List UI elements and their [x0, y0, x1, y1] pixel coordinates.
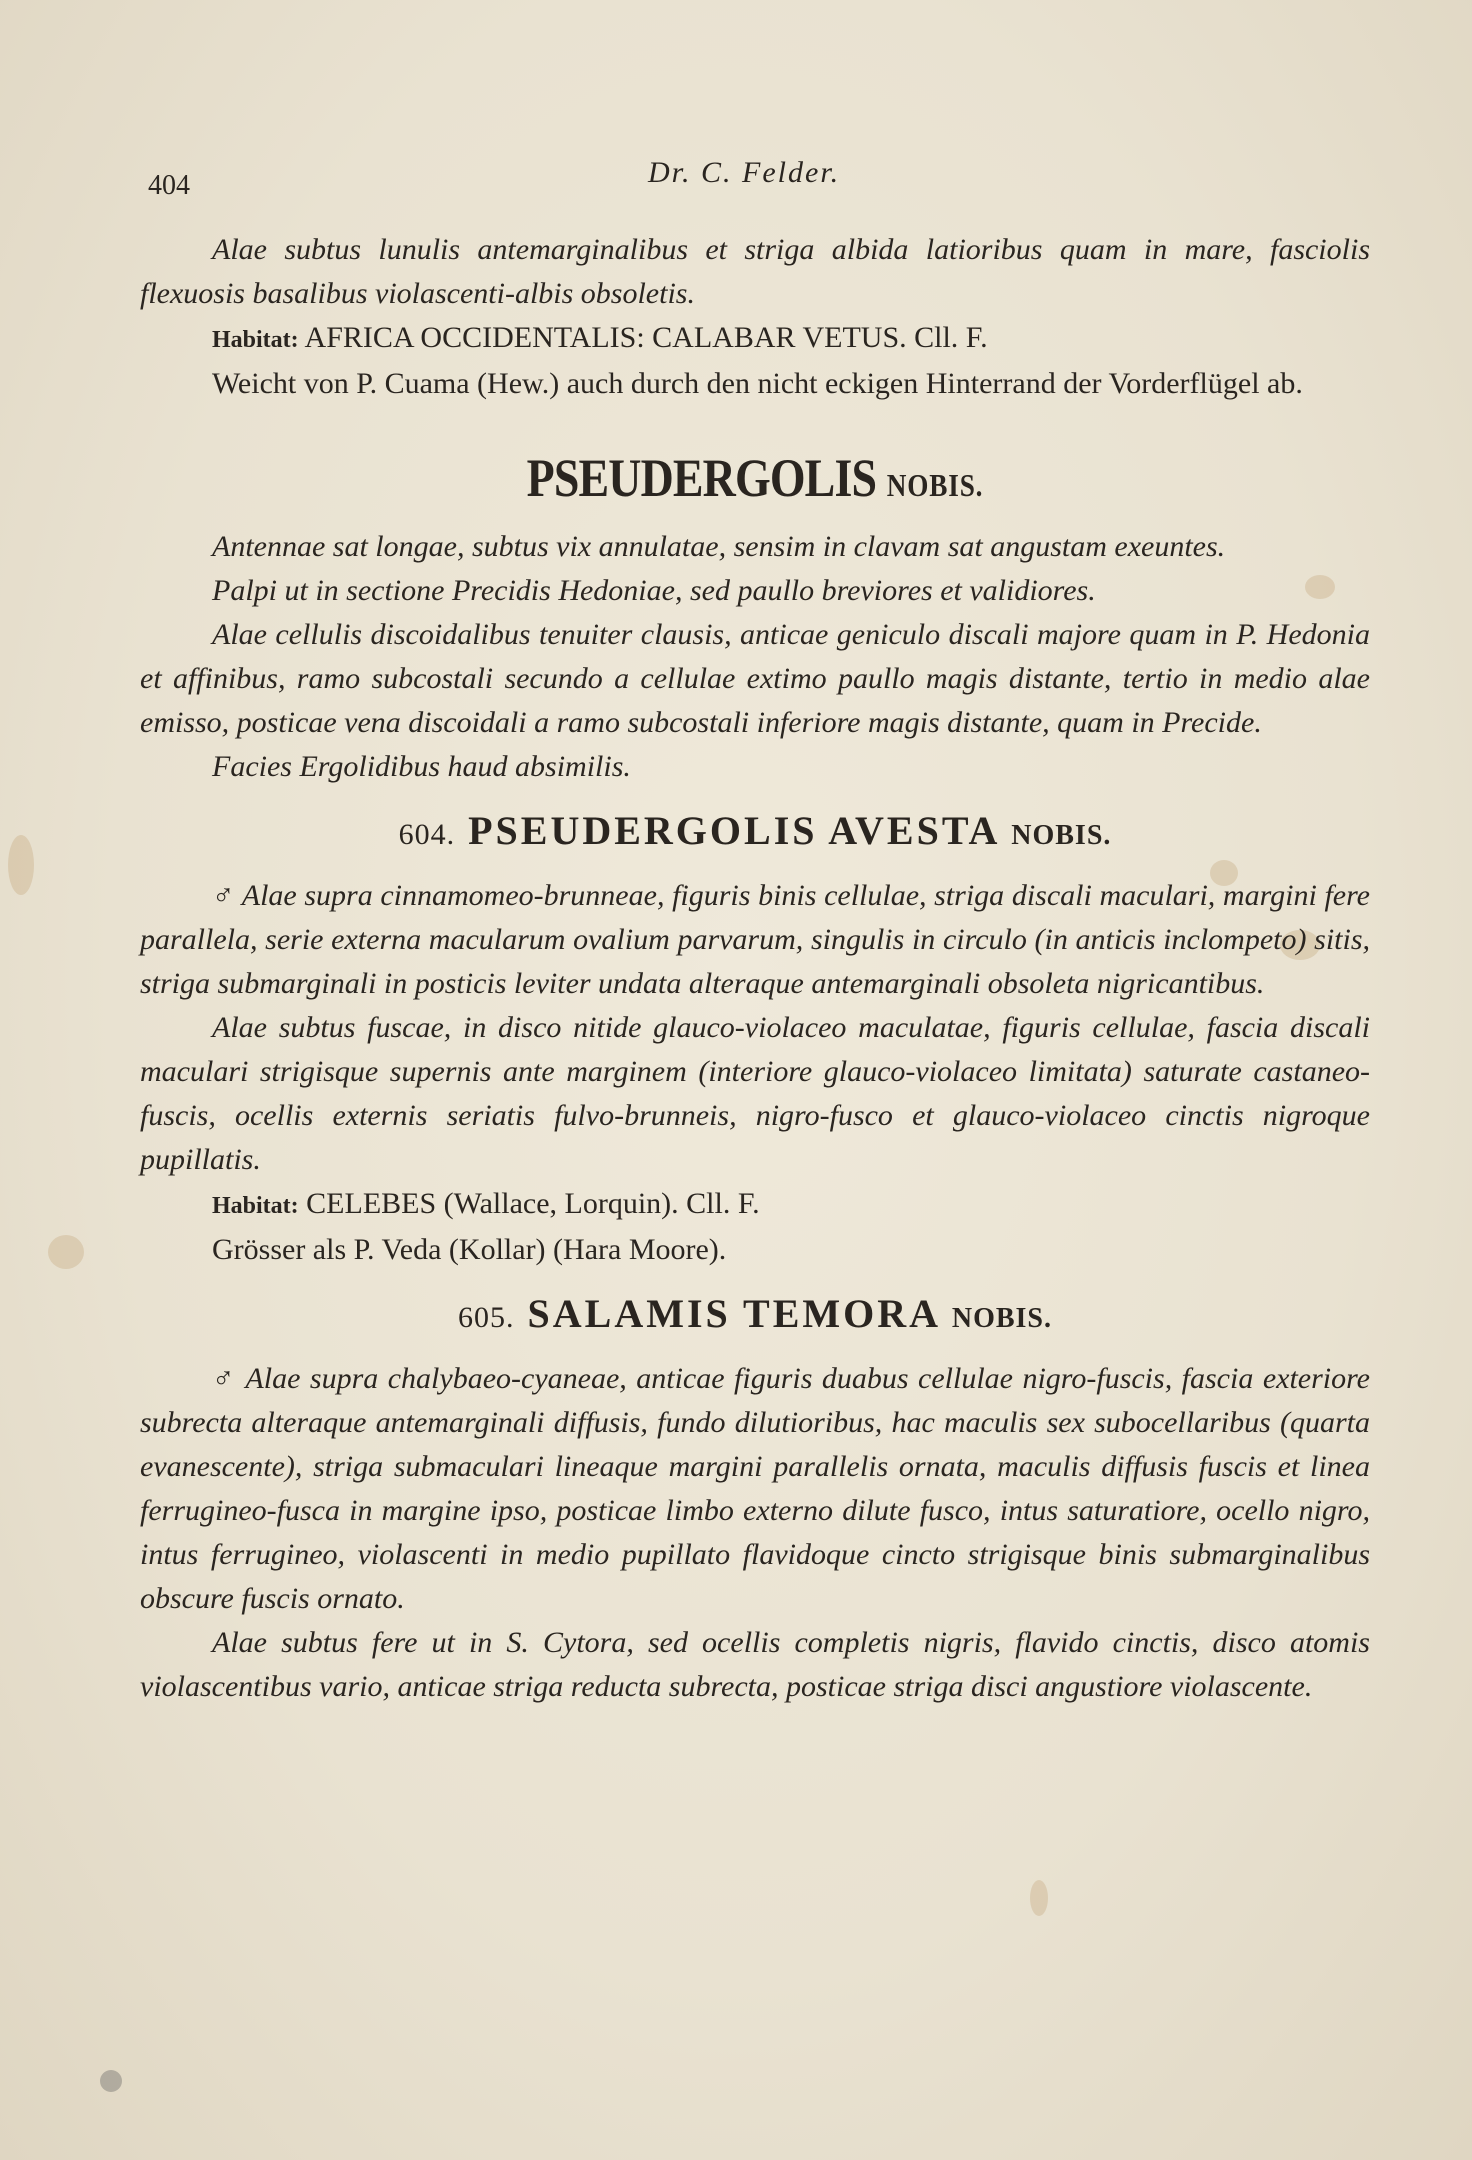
species-number: 605.: [458, 1301, 515, 1334]
paragraph: Palpi ut in sectione Precidis Hedoniae, sed paullo breviores et validiores.: [212, 574, 1096, 607]
habitat-label: Habitat:: [212, 327, 299, 353]
habitat-line: [140, 1182, 1370, 1228]
page-header: [148, 150, 1372, 200]
habitat-line: [140, 316, 1370, 362]
habitat-text: CELEBES (Wallace, Lorquin). Cll. F.: [306, 1187, 760, 1220]
paragraph: Facies Ergolidibus haud absimilis.: [212, 750, 631, 783]
paragraph: Weicht von P. Cuama (Hew.) auch durch den nicht eckigen Hinterrand der Vorderflügel ab.: [212, 367, 1303, 400]
genus-author: NOBIS.: [886, 467, 984, 503]
genus-heading: [232, 446, 1278, 517]
foxing-stain: [48, 1235, 84, 1269]
species-name: PSEUDERGOLIS AVESTA: [468, 808, 999, 853]
paragraph: Alae subtus lunulis antemarginalibus et striga albida latioribus quam in mare, fasciolis flexuosis basalibus violascenti-albis obsoletis.: [140, 233, 1370, 310]
species-author: NOBIS.: [1011, 820, 1112, 851]
paragraph: Alae subtus fere ut in S. Cytora, sed ocellis completis nigris, flavido cinctis, disco atomis violascentibus vario, anticae striga reducta subrecta, posticae striga disci angustiore violascente.: [140, 1626, 1370, 1703]
species-heading: [140, 803, 1370, 864]
foxing-stain: [8, 835, 34, 895]
running-head: Dr. C. Felder.: [648, 156, 841, 189]
paragraph: Alae subtus fuscae, in disco nitide glauco-violaceo maculatae, figuris cellulae, fascia discali maculari strigisque supernis ante marginem (interiore glauco-violaceo limitata) saturate castaneo-fuscis, ocellis externis seriatis fulvo-brunneis, nigro-fusco et glauco-violaceo cinctis nigroque pupillatis.: [140, 1011, 1370, 1176]
page-number: 404: [148, 170, 190, 201]
page-body: [140, 228, 1370, 1709]
paragraph: Alae cellulis discoidalibus tenuiter clausis, anticae geniculo discali majore quam in P. Hedonia et affinibus, ramo subcostali secundo a cellulae extimo paullo magis distante, tertio in medio alae emisso, posticae vena discoidali a ramo subcostali inferiore magis distante, quam in Precide.: [140, 618, 1370, 739]
habitat-text: AFRICA OCCIDENTALIS: CALABAR VETUS. Cll. F.: [304, 321, 988, 354]
species-number: 604.: [398, 818, 456, 851]
habitat-label: Habitat:: [212, 1193, 299, 1219]
paragraph: ♂ Alae supra cinnamomeo-brunneae, figuris binis cellulae, striga discali maculari, margini fere parallela, serie externa macularum ovalium parvarum, singulis in circulo (in anticis inclompeto) sitis, striga submarginali in posticis leviter undata alteraque antemarginali obsoleta nigricantibus.: [140, 879, 1370, 1000]
species-author: NOBIS.: [951, 1303, 1052, 1334]
paragraph: ♂ Alae supra chalybaeo-cyaneae, anticae figuris duabus cellulae nigro-fuscis, fascia exteriore subrecta alteraque antemarginali diffusis, fundo dilutioribus, hac maculis sex subocellaribus (quarta evanescente), striga submaculari lineaque margini parallelis ornata, maculis diffusis fuscis et linea ferrugineo-fusca in margine ipso, posticae limbo externo dilute fusco, intus saturatiore, ocello nigro, intus ferrugineo, violascenti in medio pupillato flavidoque cincto strigisque binis submarginalibus obscure fuscis ornato.: [140, 1362, 1370, 1615]
genus-name: PSEUDERGOLIS: [526, 448, 877, 508]
paragraph: Grösser als P. Veda (Kollar) (Hara Moore).: [212, 1233, 727, 1266]
foxing-stain: [1030, 1880, 1048, 1916]
foxing-stain: [100, 2070, 122, 2092]
species-name: SALAMIS TEMORA: [527, 1291, 939, 1336]
paragraph: Antennae sat longae, subtus vix annulatae, sensim in clavam sat angustam exeuntes.: [212, 530, 1226, 563]
species-heading: [140, 1286, 1370, 1347]
